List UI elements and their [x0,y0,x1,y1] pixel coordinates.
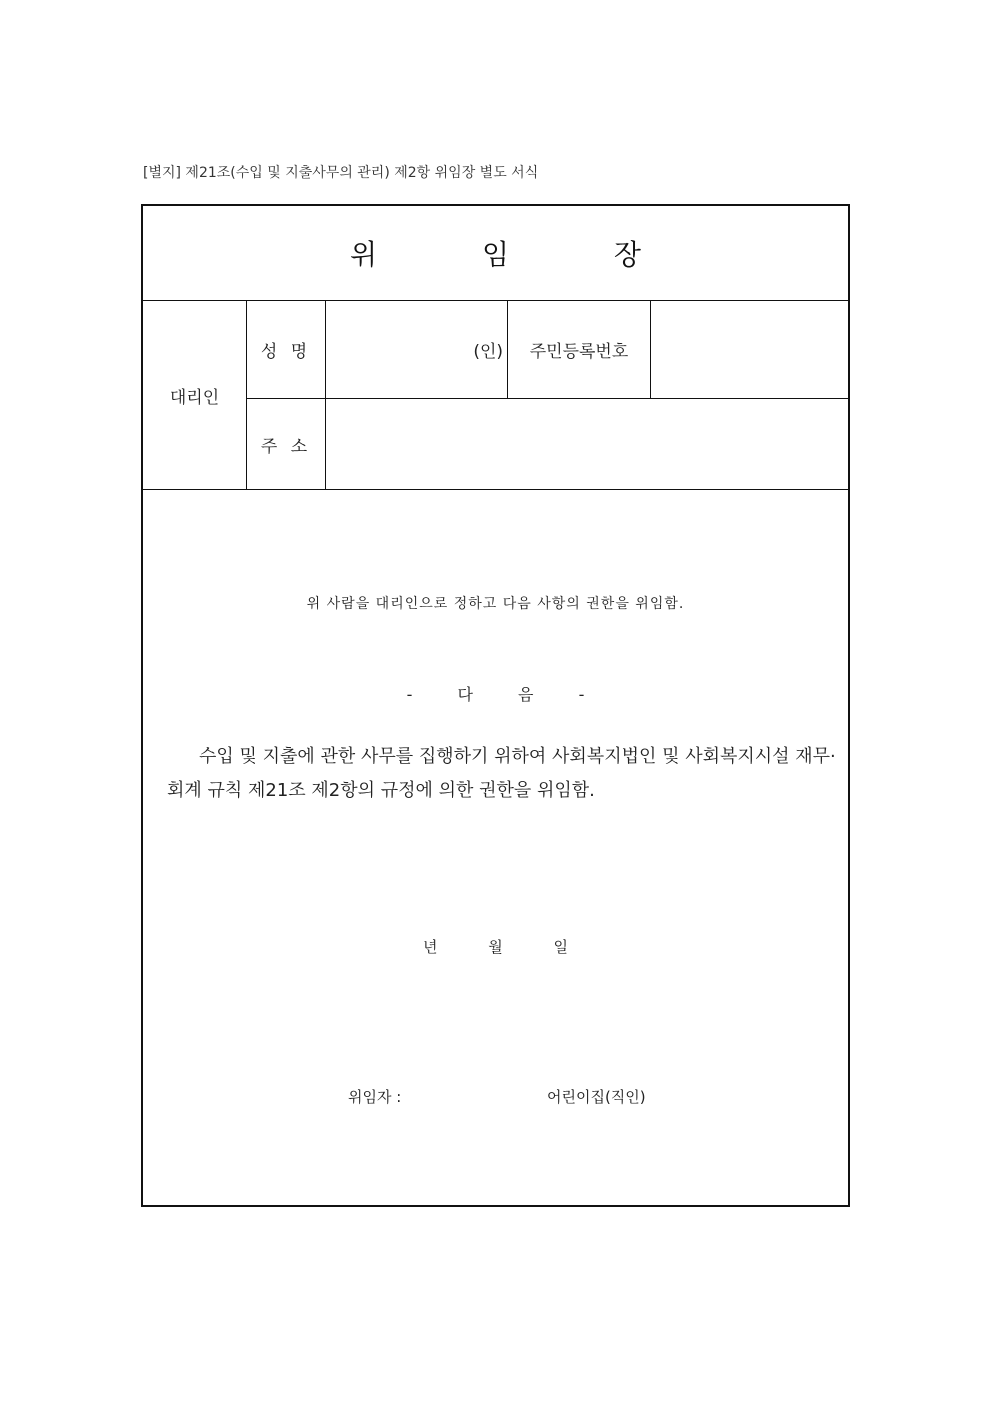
form-title: 위 임 장 [350,238,689,271]
title-row [143,206,848,301]
name-label-cell [247,301,325,398]
agent-section [143,301,848,490]
seal-mark: (인) [473,342,503,362]
name-field[interactable] [326,301,507,398]
daycare-seal-label: 어린이집(직인) [547,1088,646,1106]
address-field[interactable] [326,399,850,490]
next-heading: - 다 음 - [406,685,585,704]
delegator-label: 위임자 : [348,1088,402,1106]
agent-label-cell [143,301,246,490]
resident-number-label-cell [508,301,650,398]
date-line: 년 월 일 [422,938,568,956]
address-label: 주 소 [260,437,312,457]
delegation-statement: 위 사람을 대리인으로 정하고 다음 사항의 권한을 위임함. [306,596,685,612]
agent-label: 대리인 [169,388,220,408]
form-header-note: [별지] 제21조(수입 및 지출사무의 관리) 제2항 위임장 별도 서식 [143,165,539,181]
resident-number-label: 주민등록번호 [529,342,629,362]
name-label: 성 명 [260,342,312,362]
delegation-paragraph: 수입 및 지출에 관한 사무를 집행하기 위하여 사회복지법인 및 사회복지시설 재무·회계 규칙 제21조 제2항의 규정에 의한 권한을 위임함. [167,746,836,801]
address-label-cell [247,399,325,490]
delegation-form [141,204,850,1207]
resident-number-field[interactable] [651,301,850,398]
